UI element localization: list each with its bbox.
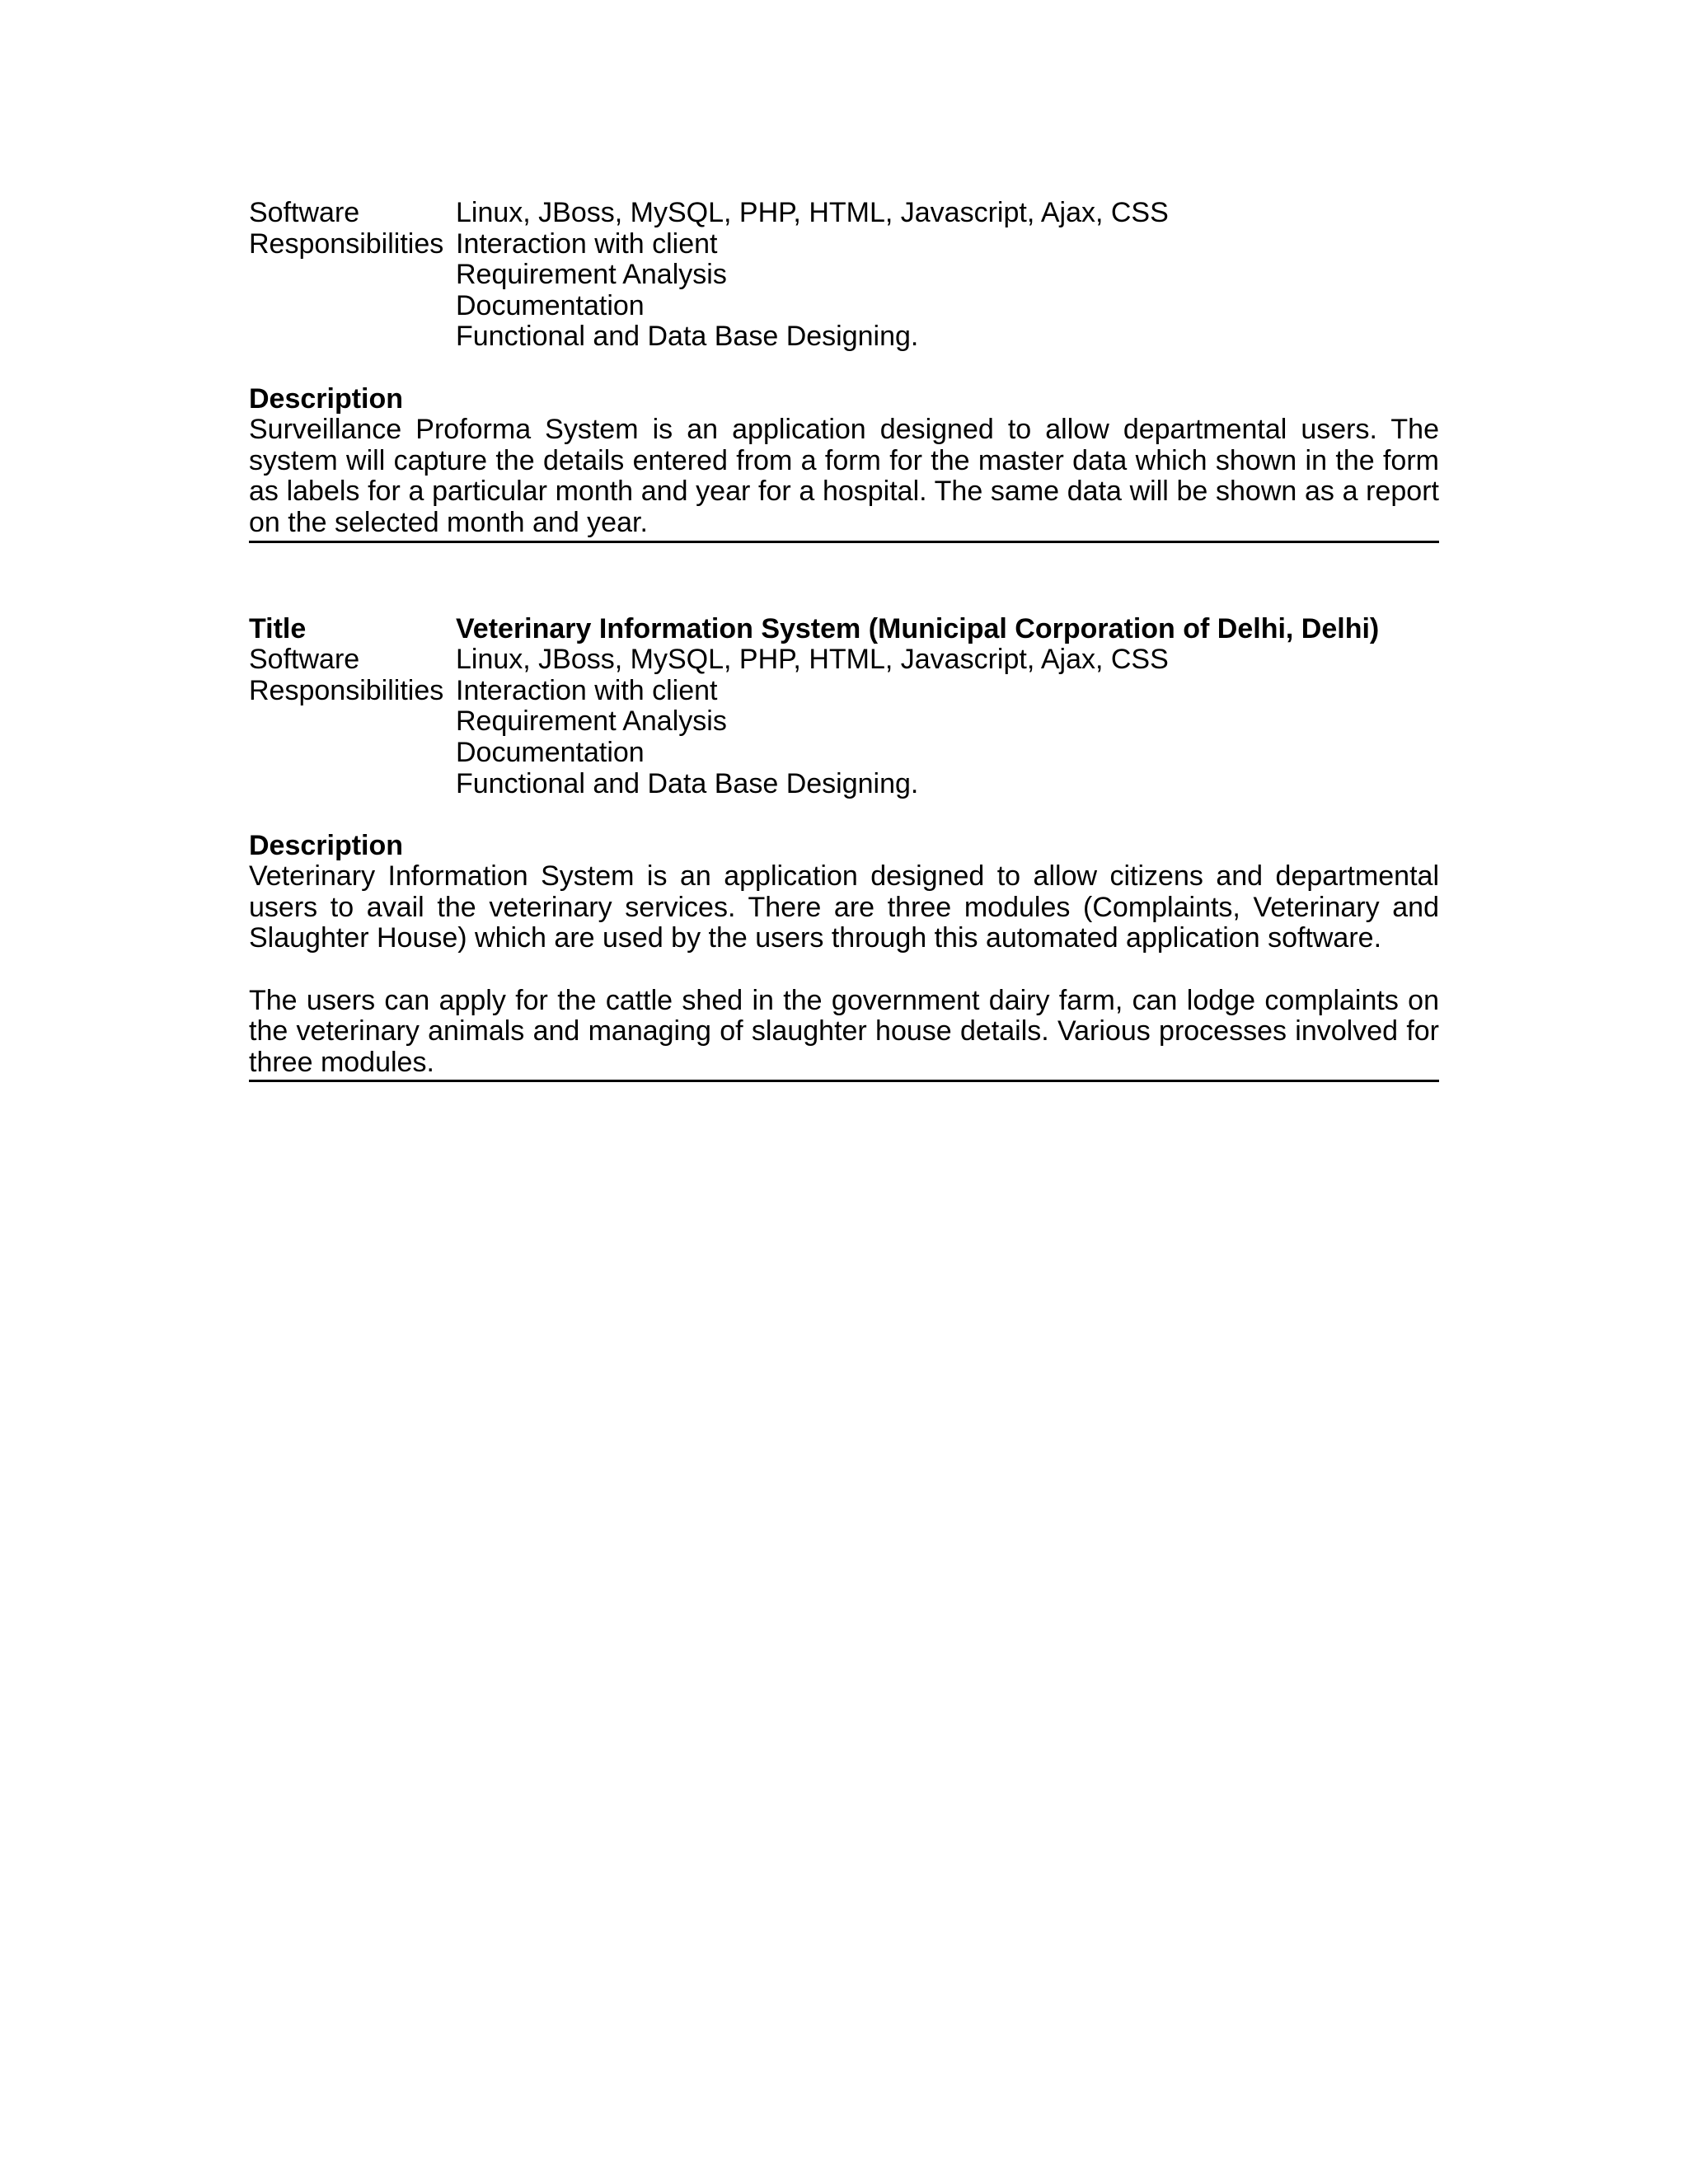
software-row xyxy=(249,198,1439,229)
software-row xyxy=(249,644,1439,676)
description-paragraph: The users can apply for the cattle shed in the government dairy farm, can lodge complaints on the veterinary animals and managing of slaughter house details. Various processes involved for three modules. xyxy=(249,984,1439,1078)
responsibility-item: Requirement Analysis xyxy=(456,705,727,738)
responsibility-item: Functional and Data Base Designing. xyxy=(456,321,919,353)
section-divider xyxy=(249,1080,1439,1082)
description-paragraph: Surveillance Proforma System is an application designed to allow departmental users. The system will capture the details entered from a form for the master data which shown in the form as labels for a particular month and year for a hospital. The same data will be shown as a report on the selected month and year. xyxy=(249,414,1439,538)
software-value: Linux, JBoss, MySQL, PHP, HTML, Javascript, Ajax, CSS xyxy=(456,197,1169,228)
project-section-surveillance xyxy=(249,198,1439,543)
project-section-veterinary xyxy=(249,614,1439,1083)
responsibilities-row xyxy=(249,229,1439,353)
responsibility-item: Documentation xyxy=(456,736,645,768)
responsibilities-list xyxy=(456,229,1439,353)
responsibility-item: Requirement Analysis xyxy=(456,259,727,291)
responsibility-item: Functional and Data Base Designing. xyxy=(456,767,919,799)
responsibilities-label: Responsibilities xyxy=(249,674,444,706)
software-value: Linux, JBoss, MySQL, PHP, HTML, Javascript, Ajax, CSS xyxy=(456,644,1169,676)
description-paragraph: Veterinary Information System is an application designed to allow citizens and departmental users to avail the veterinary services. There are three modules (Complaints, Veterinary and Slaughter House) which are used by the users through this automated application software. xyxy=(249,860,1439,954)
responsibilities-row xyxy=(249,676,1439,799)
description-heading: Description xyxy=(249,382,404,415)
section-divider xyxy=(249,541,1439,543)
title-row xyxy=(249,614,1439,645)
description-heading: Description xyxy=(249,829,404,861)
responsibility-item: Interaction with client xyxy=(456,227,718,260)
responsibility-item: Documentation xyxy=(456,289,645,321)
responsibilities-list xyxy=(456,676,1439,799)
responsibility-item: Interaction with client xyxy=(456,674,718,706)
title-label: Title xyxy=(249,612,307,644)
title-value: Veterinary Information System (Municipal Corporation of Delhi, Delhi) xyxy=(456,612,1380,644)
software-label: Software xyxy=(249,197,360,228)
resume-page xyxy=(249,198,1439,1082)
responsibilities-label: Responsibilities xyxy=(249,227,444,260)
software-label: Software xyxy=(249,644,360,676)
